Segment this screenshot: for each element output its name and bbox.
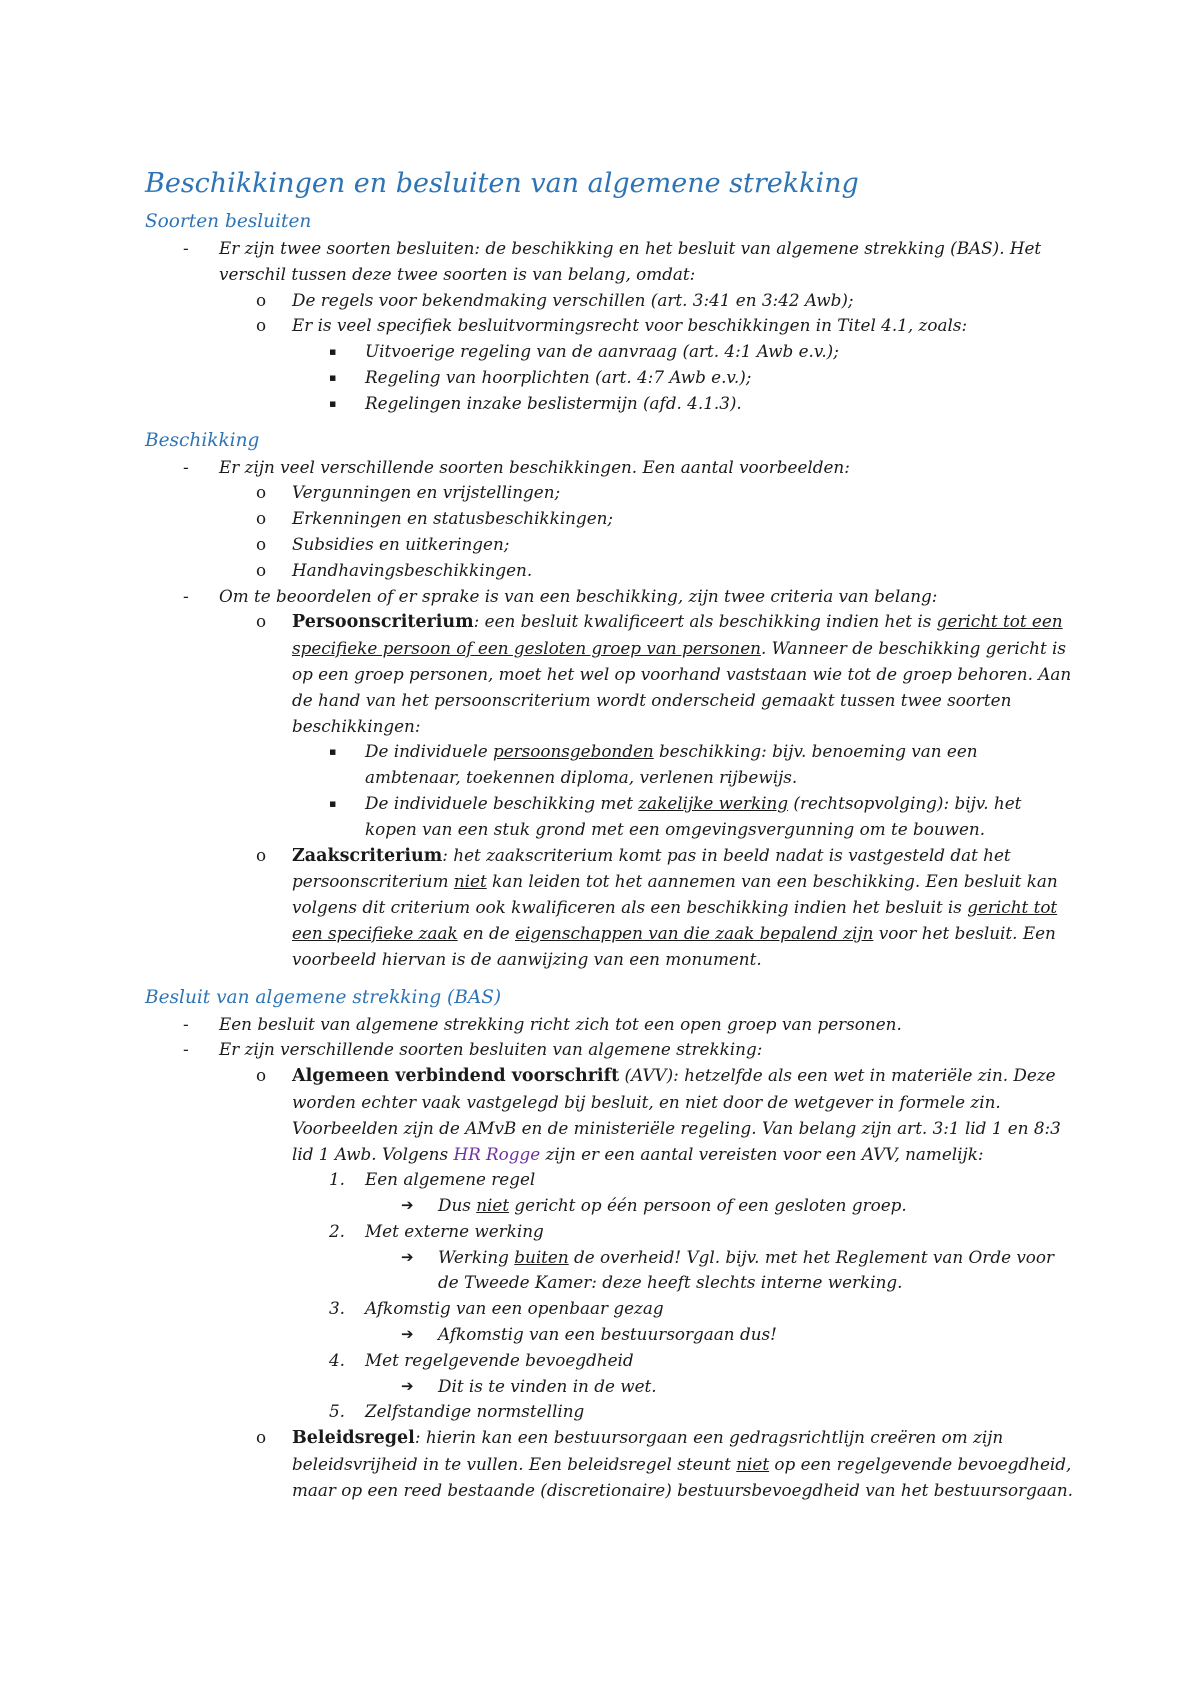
sub-bullet-item-avv [145, 1063, 1075, 1167]
section-heading: Soorten besluiten [145, 211, 312, 232]
sub-bullet-item [145, 313, 1075, 339]
bullet-text: Subsidies en uitkeringen; [292, 533, 510, 554]
bullet-text: Erkenningen en statusbeschikkingen; [292, 508, 614, 529]
bullet-text: Zelfstandige normstelling [365, 1401, 585, 1422]
dash-bullet: - [183, 1039, 189, 1060]
document-content [145, 168, 1075, 1518]
text-run: en de [457, 922, 516, 943]
underlined-text: gericht tot een specifieke persoon of een gesloten groep van personen [292, 611, 1063, 659]
sub-sub-bullet-item [145, 739, 1075, 791]
numbered-item [145, 1219, 1075, 1245]
underlined-text: buiten [514, 1246, 569, 1267]
numbered-item [145, 1167, 1075, 1193]
section-heading: Besluit van algemene strekking (BAS) [145, 986, 502, 1008]
bullet-text: Een algemene regel [365, 1169, 536, 1190]
text-run: zijn er een aantal vereisten voor een AVV, namelijk: [540, 1143, 984, 1164]
sub-bullet-item [145, 532, 1075, 558]
arrow-icon: ➔ [401, 1196, 414, 1215]
sub-bullet-item [145, 506, 1075, 532]
bullet-text: Regeling van hoorplichten (art. 4:7 Awb e.v.); [365, 366, 752, 387]
bullet-text: Vergunningen en vrijstellingen; [292, 482, 561, 503]
arrow-item [145, 1245, 1075, 1297]
bullet-item [145, 236, 1075, 288]
list-number: 1. [329, 1169, 346, 1190]
numbered-item [145, 1399, 1075, 1425]
bullet-item [145, 584, 1075, 610]
dash-bullet: - [183, 238, 189, 258]
bullet-text: Een besluit van algemene strekking richt zich tot een open groep van personen. [219, 1013, 902, 1034]
document-title: Beschikkingen en besluiten van algemene strekking [145, 168, 859, 199]
bullet-item [145, 1037, 1075, 1063]
arrow-icon: ➔ [401, 1376, 414, 1395]
underlined-text: zakelijke werking [638, 792, 789, 813]
bullet-text: Om te beoordelen of er sprake is van een beschikking, zijn twee criteria van belang: [219, 585, 938, 606]
sub-bullet-item [145, 288, 1075, 314]
underlined-text: gericht tot een specifieke zaak [292, 897, 1058, 943]
section-soorten-besluiten [145, 211, 1075, 417]
bullet-text: Handhavingsbeschikkingen. [292, 559, 533, 580]
underlined-text: niet [736, 1454, 770, 1475]
text-run: gericht op één persoon of een gesloten groep. [509, 1195, 907, 1216]
arrow-item [145, 1374, 1075, 1400]
bullet-item [145, 455, 1075, 481]
circle-bullet: o [256, 611, 267, 632]
bullet-item [145, 1012, 1075, 1038]
bullet-text: Uitvoerige regeling van de aanvraag (art. 4:1 Awb e.v.); [365, 341, 839, 362]
sub-bullet-item-persoonscriterium [145, 609, 1075, 739]
term-label: Zaakscriterium [292, 845, 443, 866]
term-label: Beleidsregel [292, 1428, 415, 1449]
circle-bullet: o [256, 289, 267, 310]
text-run: De individuele [365, 741, 493, 762]
bullet-text: Er zijn veel verschillende soorten beschikkingen. Een aantal voorbeelden: [219, 456, 850, 477]
bullet-text: Dit is te vinden in de wet. [438, 1375, 657, 1396]
sub-sub-bullet-item [145, 391, 1075, 417]
circle-bullet: o [256, 844, 267, 865]
term-label: Algemeen verbindend voorschrift [292, 1066, 620, 1087]
text-run: (AVV): hetzelfde als een wet in materiële zin. Deze worden echter vaak vastgelegd bij besluit, en niet door de wetgever in formele zin. Voorbeelden zijn de AMvB en de ministeriële regeling. Van belang zijn art. 3:1 lid 1 en 8:3 lid 1 Awb. Volgens [292, 1065, 1061, 1164]
circle-bullet: o [256, 1065, 267, 1086]
arrow-item [145, 1193, 1075, 1219]
square-bullet: ▪ [329, 370, 337, 384]
section-bas [145, 987, 1075, 1504]
sub-bullet-item [145, 558, 1075, 584]
underlined-text: persoonsgebonden [492, 741, 654, 762]
bullet-text: Er is veel specifiek besluitvormingsrecht voor beschikkingen in Titel 4.1, zoals: [292, 315, 968, 336]
text-run: Werking [438, 1246, 515, 1267]
circle-bullet: o [256, 482, 267, 503]
numbered-item [145, 1348, 1075, 1374]
text-run: : hierin kan een bestuursorgaan een gedragsrichtlijn creëren om zijn beleidsvrijheid in te vullen. Een beleidsregel steunt [292, 1427, 1004, 1475]
circle-bullet: o [256, 315, 267, 336]
sub-bullet-item [145, 480, 1075, 506]
text-run: beschikking: bijv. benoeming van een ambtenaar, toekennen diploma, verlenen rijbewijs. [365, 741, 978, 788]
text-run: (rechtsopvolging): bijv. het kopen van een stuk grond met een omgevingsvergunning om te bouwen. [365, 792, 1022, 839]
circle-bullet: o [256, 533, 267, 554]
bullet-text: Met regelgevende bevoegdheid [365, 1349, 634, 1370]
text-run: Dus [438, 1195, 477, 1216]
square-bullet: ▪ [329, 796, 337, 810]
square-bullet: ▪ [329, 745, 337, 759]
dash-bullet: - [183, 585, 189, 606]
bullet-text: Er zijn verschillende soorten besluiten van algemene strekking: [219, 1039, 763, 1060]
sub-bullet-item-beleidsregel [145, 1425, 1075, 1503]
text-run: de overheid! Vgl. bijv. met het Reglement van Orde voor de Tweede Kamer: deze heeft slechts interne werking. [438, 1246, 1055, 1293]
case-link[interactable]: HR Rogge [453, 1143, 541, 1164]
list-number: 4. [329, 1349, 346, 1370]
text-run: : het zaakscriterium komt pas in beeld nadat is vastgesteld dat het persoonscriterium [292, 844, 1011, 892]
bullet-text: Regelingen inzake beslistermijn (afd. 4.1.3). [365, 392, 742, 413]
text-run: kan leiden tot het aannemen van een beschikking. Een besluit kan volgens dit criterium ook kwalificeren als een beschikking indien het besluit is [292, 871, 1058, 918]
bullet-text: De regels voor bekendmaking verschillen (art. 3:41 en 3:42 Awb); [292, 289, 854, 310]
arrow-icon: ➔ [401, 1325, 414, 1344]
text-run: De individuele beschikking met [365, 792, 639, 813]
sub-sub-bullet-item [145, 791, 1075, 843]
text-run: : een besluit kwalificeert als beschikking indien het is [473, 611, 937, 632]
square-bullet: ▪ [329, 345, 337, 359]
list-number: 2. [329, 1220, 346, 1241]
text-run: op een regelgevende bevoegdheid, maar op een reed bestaande (discretionaire) bestuursbevoegdheid van het bestuursorgaan. [292, 1454, 1073, 1500]
sub-sub-bullet-item [145, 365, 1075, 391]
circle-bullet: o [256, 559, 267, 580]
dash-bullet: - [183, 1013, 189, 1034]
circle-bullet: o [256, 1427, 267, 1448]
section-beschikking [145, 430, 1075, 973]
list-number: 5. [329, 1401, 346, 1422]
dash-bullet: - [183, 456, 189, 477]
bullet-text: Afkomstig van een bestuursorgaan dus! [438, 1324, 777, 1345]
bullet-text: Er zijn twee soorten besluiten: de beschikking en het besluit van algemene strekking (BAS). Het verschil tussen deze twee soorten is van belang, omdat: [219, 238, 1042, 284]
text-run: voor het besluit. Een voorbeeld hiervan is de aanwijzing van een monument. [292, 922, 1056, 969]
term-label: Persoonscriterium [292, 612, 474, 633]
text-run: . Wanneer de beschikking gericht is op een groep personen, moet het wel op voorhand vaststaan wie tot de groep behoren. Aan de hand van het persoonscriterium wordt onderscheid gemaakt tussen twee soorten beschikkingen: [292, 638, 1072, 736]
numbered-item [145, 1296, 1075, 1322]
arrow-item [145, 1322, 1075, 1348]
section-heading: Beschikking [145, 429, 260, 451]
underlined-text: eigenschappen van die zaak bepalend zijn [515, 922, 874, 943]
arrow-icon: ➔ [401, 1247, 414, 1266]
list-number: 3. [329, 1298, 346, 1319]
circle-bullet: o [256, 508, 267, 529]
underlined-text: niet [476, 1195, 510, 1216]
square-bullet: ▪ [329, 396, 337, 410]
underlined-text: niet [453, 871, 487, 892]
sub-sub-bullet-item [145, 339, 1075, 365]
bullet-text: Met externe werking [365, 1220, 544, 1241]
bullet-text: Afkomstig van een openbaar gezag [365, 1298, 664, 1319]
sub-bullet-item-zaakscriterium [145, 843, 1075, 973]
